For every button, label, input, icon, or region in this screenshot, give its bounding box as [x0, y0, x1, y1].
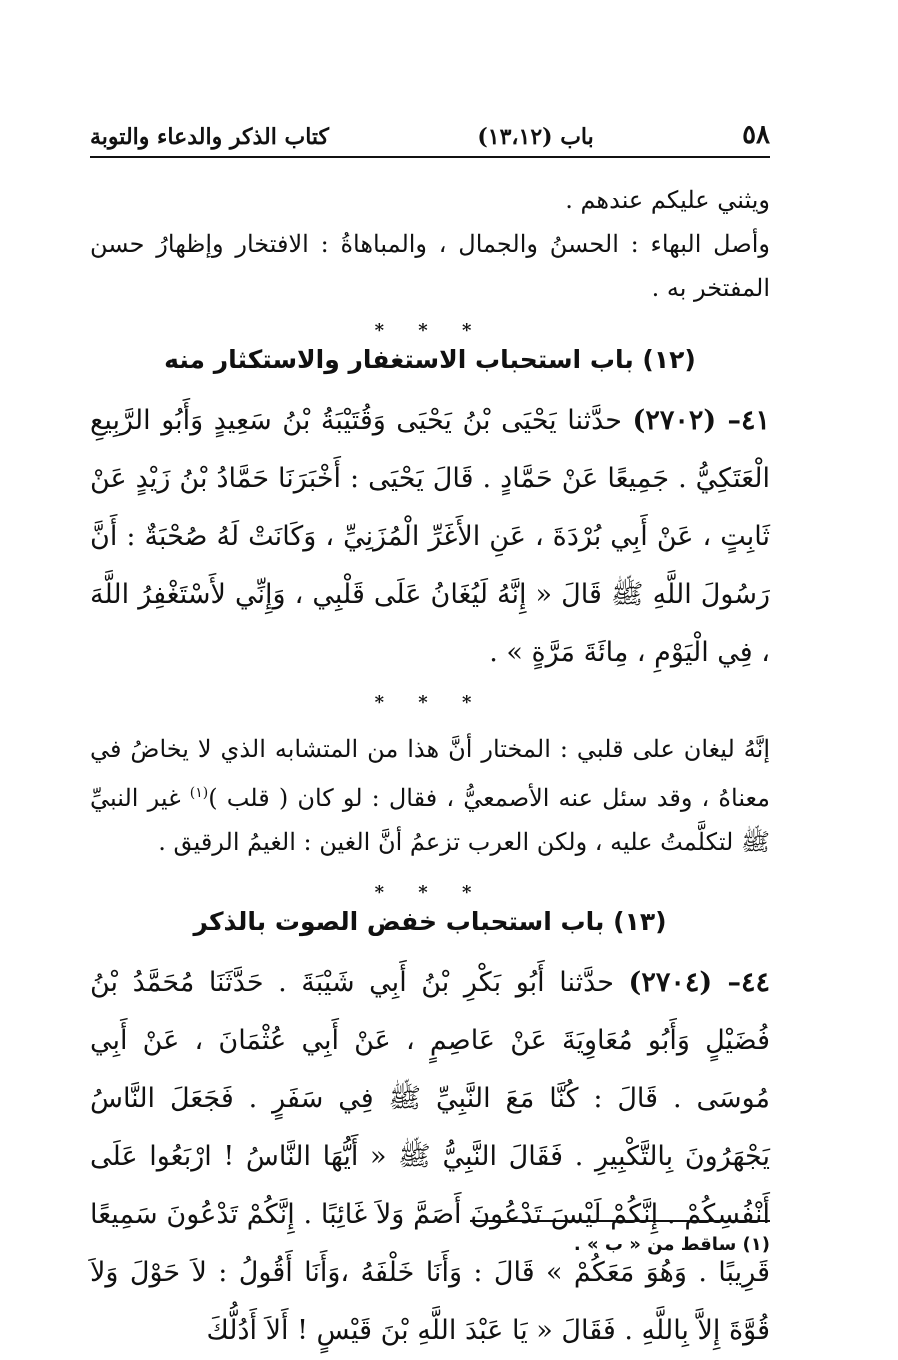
hadith-number: ٤٤– (٢٧٠٤) [628, 967, 770, 998]
running-header [90, 110, 770, 158]
separator-stars: * * * [374, 320, 486, 341]
separator-stars: * * * [374, 692, 486, 713]
hadith-2702 [90, 392, 770, 682]
chapter-12-title: (١٢) باب استحباب الاستغفار والاستكثار منه [164, 345, 696, 374]
footnote: (١) ساقط من « ب » . [573, 1234, 770, 1255]
footnote-ref: (١) [189, 785, 209, 801]
hadith-text: حدَّثنا يَحْيَى بْنُ يَحْيَى وَقُتَيْبَةُ بْنُ سَعِيدٍ وَأَبُو الرَّبِيعِ الْعَتَكِيُّ . جَمِيعًا عَنْ حَمَّادٍ . قَالَ يَحْيَى : أَخْبَرَنَا حَمَّادُ بْنُ زَيْدٍ عَنْ ثَابِتٍ ، عَنْ أَبِي بُرْدَةَ ، عَنِ الأَغَرِّ الْمُزَنِيِّ ، وَكَانَتْ لَهُ صُحْبَةٌ : أَنَّ رَسُولَ اللَّهِ ﷺ قَالَ « إِنَّهُ لَيُغَانُ عَلَى قَلْبِي ، وَإِنِّي لأَسْتَغْفِرُ اللَّهَ ، فِي الْيَوْمِ ، مِائَةَ مَرَّةٍ » . [90, 405, 770, 668]
separator-stars: * * * [374, 882, 486, 903]
hadith-number: ٤١– (٢٧٠٢) [632, 405, 770, 436]
header-section: باب (١٣،١٢) [477, 124, 594, 150]
intro-line-2: وأصل البهاء : الحسنُ والجمال ، والمباهاةُ : الافتخار وإظهارُ حسن المفتخر به . [90, 230, 770, 302]
header-book-title: كتاب الذكر والدعاء والتوبة [90, 124, 330, 150]
document-page [90, 110, 770, 1346]
hadith-text: حدَّثنا أَبُو بَكْرِ بْنُ أَبِي شَيْبَةَ . حَدَّثَنَا مُحَمَّدُ بْنُ فُضَيْلٍ وَأَبُو مُعَاوِيَةَ عَنْ عَاصِمٍ ، عَنْ أَبِي عُثْمَانَ ، عَنْ أَبِي مُوسَى . قَالَ : كُنَّا مَعَ النَّبِيِّ ﷺ فِي سَفَرٍ . فَجَعَلَ النَّاسُ يَجْهَرُونَ بِالتَّكْبِيرِ . فَقَالَ النَّبِيُّ ﷺ « أَيُّهَا النَّاسُ ! ارْبَعُوا عَلَى أَنْفُسِكُمْ . إِنَّكُمْ لَيْسَ تَدْعُونَ أَصَمَّ وَلاَ غَائِبًا . إِنَّكُمْ تَدْعُونَ سَمِيعًا قَرِيبًا . وَهُوَ مَعَكُمْ » قَالَ : وَأَنَا خَلْفَهُ ،وَأَنَا أَقُولُ : لاَ حَوْلَ وَلاَ قُوَّةَ إِلاَّ بِاللَّهِ . فَقَالَ « يَا عَبْدَ اللَّهِ بْنَ قَيْسٍ ! أَلاَ أَدُلُّكَ [90, 967, 770, 1346]
chapter-13-title: (١٣) باب استحباب خفض الصوت بالذكر [193, 907, 667, 936]
commentary-text: إنَّهُ ليغان على قلبي : المختار أنَّ هذا من المتشابه الذي لا يخاضُ في معناهُ ، وقد سئل عنه الأصمعيُّ ، فقال : لو كان ( قلب ) [90, 735, 770, 812]
commentary [90, 727, 770, 864]
commentary-text-cont: غير النبيِّ ﷺ لتكلَّمتُ عليه ، ولكن العرب تزعمُ أنَّ الغين : الغيمُ الرقيق . [90, 784, 770, 856]
page-number: ٥٨ [742, 120, 770, 150]
intro-line-1: ويثني عليكم عندهم . [565, 186, 770, 214]
hadith-2704 [90, 954, 770, 1360]
footnote-rule [470, 1220, 770, 1222]
